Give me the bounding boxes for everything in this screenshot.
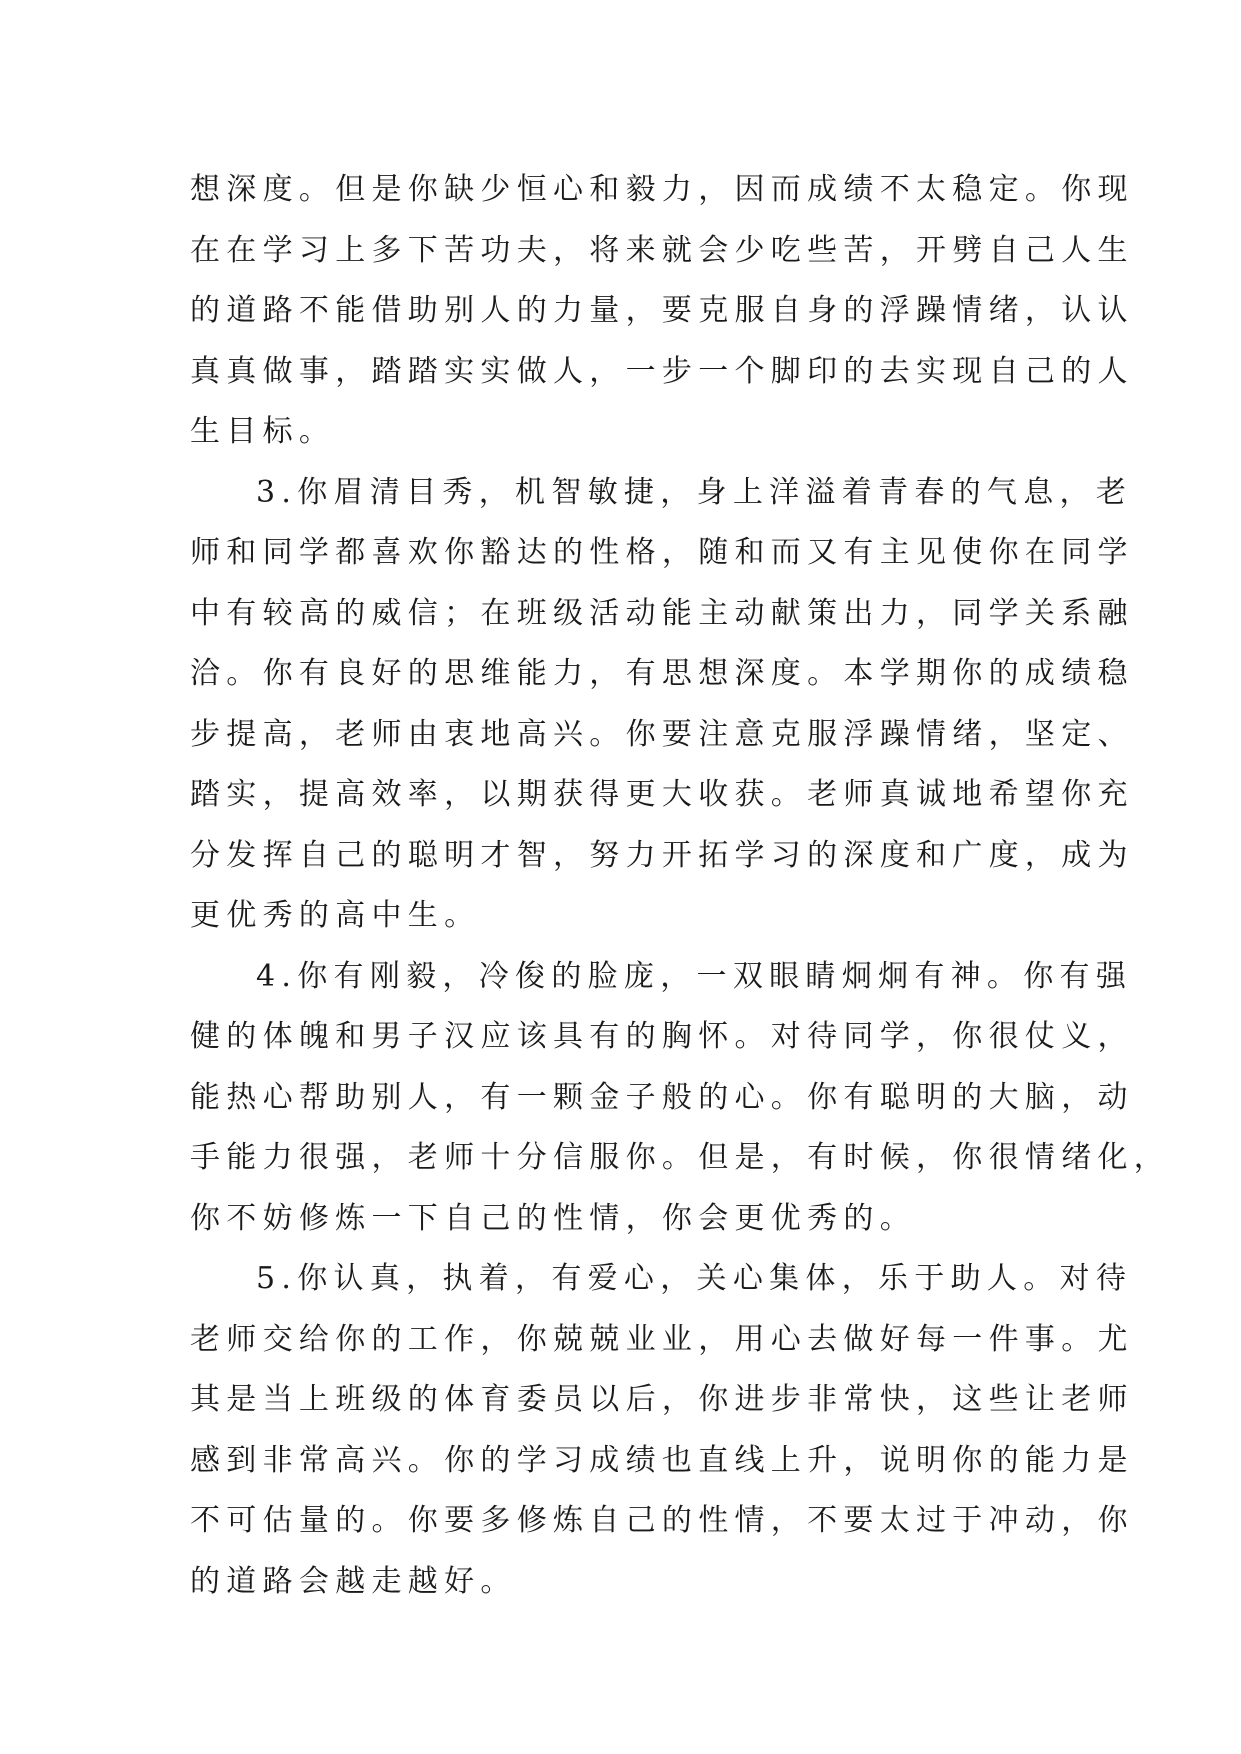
paragraph-3-first-line: 3.你眉清目秀，机智敏捷，身上洋溢着青春的气息，老 bbox=[256, 474, 1133, 510]
text-line: 其是当上班级的体育委员以后，你进步非常快，这些让老师 bbox=[190, 1382, 1134, 1417]
text-line: 真真做事，踏踏实实做人，一步一个脚印的去实现自己的人 bbox=[190, 353, 1134, 389]
text-line: 生目标。 bbox=[190, 414, 336, 449]
text-line: 的道路不能借助别人的力量，要克服自身的浮躁情绪，认认 bbox=[190, 293, 1134, 328]
text-line: 中有较高的威信；在班级活动能主动献策出力，同学关系融 bbox=[190, 595, 1134, 631]
text-line: 老师交给你的工作，你兢兢业业，用心去做好每一件事。尤 bbox=[190, 1321, 1134, 1357]
text-line: 步提高，老师由衷地高兴。你要注意克服浮躁情绪，坚定、 bbox=[190, 716, 1134, 752]
text-line: 分发挥自己的聪明才智，努力开拓学习的深度和广度，成为 bbox=[190, 837, 1134, 873]
text-line: 你不妨修炼一下自己的性情，你会更优秀的。 bbox=[190, 1200, 916, 1236]
text-line: 手能力很强，老师十分信服你。但是，有时候，你很情绪化， bbox=[190, 1140, 1171, 1175]
text-line: 不可估量的。你要多修炼自己的性情，不要太过于冲动，你 bbox=[190, 1503, 1134, 1538]
text-line: 踏实，提高效率，以期获得更大收获。老师真诚地希望你充 bbox=[190, 777, 1134, 812]
text-line: 洽。你有良好的思维能力，有思想深度。本学期你的成绩稳 bbox=[190, 656, 1134, 691]
text-line: 感到非常高兴。你的学习成绩也直线上升，说明你的能力是 bbox=[190, 1442, 1134, 1478]
body-text bbox=[190, 160, 1171, 1612]
paragraph-4-first-line: 4.你有刚毅，冷俊的脸庞，一双眼睛炯炯有神。你有强 bbox=[256, 958, 1133, 994]
text-line: 的道路会越走越好。 bbox=[190, 1563, 517, 1599]
paragraph-5-first-line: 5.你认真，执着，有爱心，关心集体，乐于助人。对待 bbox=[256, 1261, 1133, 1296]
text-line: 能热心帮助别人，有一颗金子般的心。你有聪明的大脑，动 bbox=[190, 1079, 1134, 1115]
text-line: 更优秀的高中生。 bbox=[190, 898, 481, 933]
text-line: 健的体魄和男子汉应该具有的胸怀。对待同学，你很仗义， bbox=[190, 1019, 1134, 1054]
text-line: 想深度。但是你缺少恒心和毅力，因而成绩不太稳定。你现 bbox=[190, 172, 1134, 207]
text-line: 在在学习上多下苦功夫，将来就会少吃些苦，开劈自己人生 bbox=[190, 232, 1134, 268]
text-line: 师和同学都喜欢你豁达的性格，随和而又有主见使你在同学 bbox=[190, 535, 1134, 570]
